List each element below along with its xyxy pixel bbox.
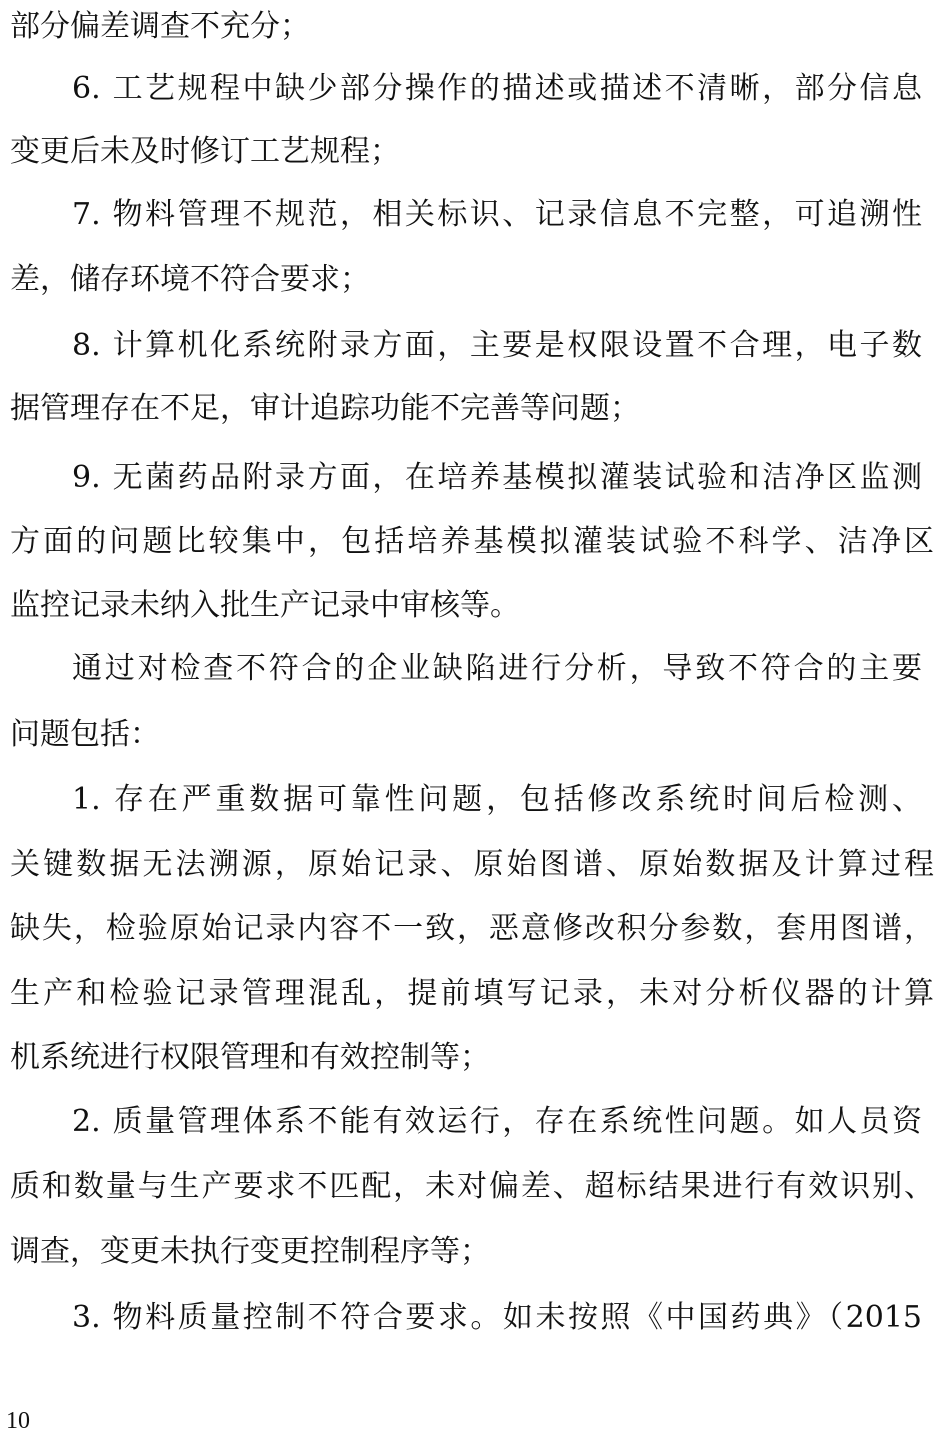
text-line: 差，储存环境不符合要求；: [10, 262, 370, 297]
text-line: 方面的问题比较集中，包括培养基模拟灌装试验不科学、洁净区: [10, 524, 934, 559]
text-line: 关键数据无法溯源，原始记录、原始图谱、原始数据及计算过程: [10, 847, 934, 882]
text-line: 1. 存在严重数据可靠性问题，包括修改系统时间后检测、: [72, 782, 922, 817]
text-line: 通过对检查不符合的企业缺陷进行分析，导致不符合的主要: [72, 651, 922, 686]
text-line: 3. 物料质量控制不符合要求。如未按照《中国药典》（2015: [72, 1300, 922, 1335]
text-line: 生产和检验记录管理混乱，提前填写记录，未对分析仪器的计算: [10, 976, 934, 1011]
text-line: 7. 物料管理不规范，相关标识、记录信息不完整，可追溯性: [72, 197, 922, 232]
text-line: 2. 质量管理体系不能有效运行，存在系统性问题。如人员资: [72, 1104, 922, 1139]
text-line: 质和数量与生产要求不匹配，未对偏差、超标结果进行有效识别、: [10, 1169, 934, 1204]
text-line: 问题包括：: [10, 717, 160, 752]
text-line: 6. 工艺规程中缺少部分操作的描述或描述不清晰，部分信息: [72, 71, 922, 106]
text-line: 9. 无菌药品附录方面，在培养基模拟灌装试验和洁净区监测: [72, 460, 922, 495]
text-line: 调查，变更未执行变更控制程序等；: [10, 1234, 490, 1269]
text-line: 部分偏差调查不充分；: [10, 9, 310, 44]
text-line: 据管理存在不足，审计追踪功能不完善等问题；: [10, 391, 640, 426]
text-line: 变更后未及时修订工艺规程；: [10, 134, 400, 169]
text-line: 缺失，检验原始记录内容不一致，恶意修改积分参数，套用图谱，: [10, 911, 934, 946]
text-line: 8. 计算机化系统附录方面，主要是权限设置不合理，电子数: [72, 328, 922, 363]
text-line: 监控记录未纳入批生产记录中审核等。: [10, 588, 520, 623]
page-number: 10: [6, 1408, 30, 1434]
text-line: 机系统进行权限管理和有效控制等；: [10, 1040, 490, 1075]
